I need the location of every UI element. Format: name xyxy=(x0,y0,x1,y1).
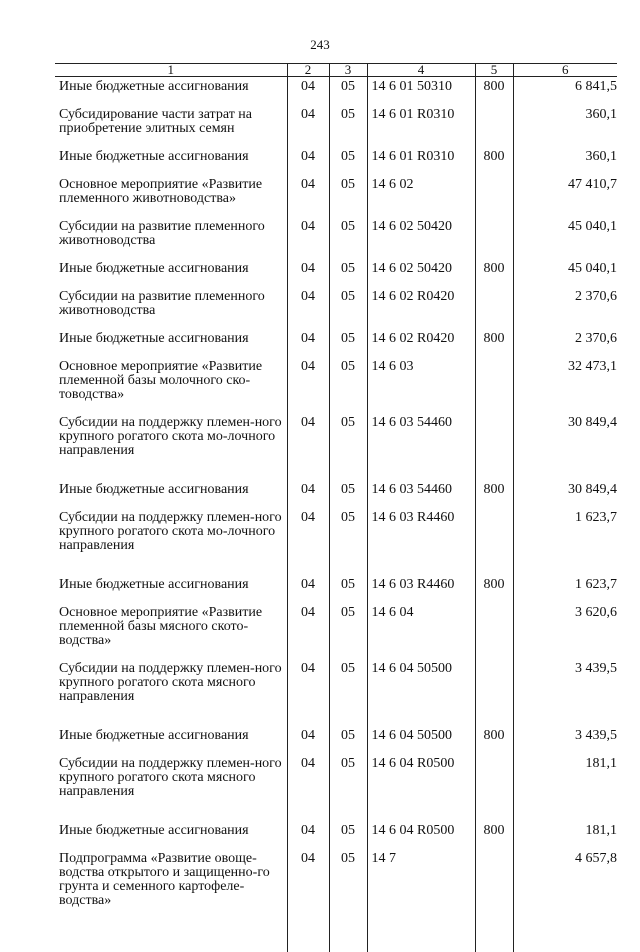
row-target-code: 14 6 04 50500 xyxy=(367,659,475,726)
row-name: Основное мероприятие «Развитие племенного животноводства» xyxy=(59,177,263,206)
row-subsection: 05 xyxy=(329,726,367,754)
row-section: 04 xyxy=(287,508,329,575)
row-name: Субсидии на поддержку племен-ного крупного рогатого скота мо-лочного направления xyxy=(59,415,282,458)
row-amount: 3 439,5 xyxy=(513,726,617,754)
row-subsection: 05 xyxy=(329,413,367,480)
row-amount: 360,1 xyxy=(513,147,617,175)
row-amount: 2 370,6 xyxy=(513,287,617,329)
row-subsection: 05 xyxy=(329,105,367,147)
row-subsection: 05 xyxy=(329,480,367,508)
row-amount: 1 623,7 xyxy=(513,508,617,575)
row-subsection: 05 xyxy=(329,175,367,217)
row-expense-type: 800 xyxy=(475,329,513,357)
row-target-code: 14 6 03 R4460 xyxy=(367,575,475,603)
row-name: Основное мероприятие «Развитие племенной базы мясного ското-водства» xyxy=(59,605,263,648)
row-name: Субсидии на поддержку племен-ного крупного рогатого скота мясного направления xyxy=(59,756,282,799)
row-name: Иные бюджетные ассигнования xyxy=(59,79,249,94)
column-header-1: 1 xyxy=(55,64,287,77)
row-section: 04 xyxy=(287,726,329,754)
table-row xyxy=(55,849,617,952)
table-row xyxy=(55,413,617,480)
row-name: Иные бюджетные ассигнования xyxy=(59,261,249,276)
row-subsection: 05 xyxy=(329,329,367,357)
row-target-code: 14 6 02 R0420 xyxy=(367,287,475,329)
row-expense-type xyxy=(475,603,513,659)
column-header-3: 3 xyxy=(329,64,367,77)
row-name: Субсидии на поддержку племен-ного крупного рогатого скота мо-лочного направления xyxy=(59,510,282,553)
row-amount: 181,1 xyxy=(513,754,617,821)
row-section: 04 xyxy=(287,259,329,287)
row-target-code: 14 6 02 50420 xyxy=(367,217,475,259)
table-row xyxy=(55,329,617,357)
row-amount: 30 849,4 xyxy=(513,480,617,508)
row-expense-type: 800 xyxy=(475,259,513,287)
row-section: 04 xyxy=(287,575,329,603)
row-name: Субсидии на развитие племенного животноводства xyxy=(59,289,265,318)
row-amount: 360,1 xyxy=(513,105,617,147)
row-amount: 1 623,7 xyxy=(513,575,617,603)
row-expense-type xyxy=(475,217,513,259)
row-target-code: 14 6 03 xyxy=(367,357,475,413)
row-expense-type xyxy=(475,413,513,480)
row-expense-type: 800 xyxy=(475,575,513,603)
row-section: 04 xyxy=(287,480,329,508)
row-subsection: 05 xyxy=(329,147,367,175)
header-row xyxy=(55,64,617,77)
column-header-2: 2 xyxy=(287,64,329,77)
table-row xyxy=(55,754,617,821)
row-section: 04 xyxy=(287,357,329,413)
row-section: 04 xyxy=(287,603,329,659)
table-row xyxy=(55,147,617,175)
table-row xyxy=(55,659,617,726)
row-target-code: 14 6 03 54460 xyxy=(367,413,475,480)
row-section: 04 xyxy=(287,849,329,952)
row-target-code: 14 6 01 R0310 xyxy=(367,105,475,147)
row-expense-type: 800 xyxy=(475,147,513,175)
row-subsection: 05 xyxy=(329,508,367,575)
row-expense-type xyxy=(475,754,513,821)
row-section: 04 xyxy=(287,821,329,849)
row-subsection: 05 xyxy=(329,821,367,849)
row-target-code: 14 6 01 R0310 xyxy=(367,147,475,175)
row-name: Основное мероприятие «Развитие племенной базы молочного ско-товодства» xyxy=(59,359,263,402)
row-subsection: 05 xyxy=(329,287,367,329)
table-row xyxy=(55,357,617,413)
row-expense-type: 800 xyxy=(475,821,513,849)
row-expense-type xyxy=(475,175,513,217)
row-section: 04 xyxy=(287,217,329,259)
row-section: 04 xyxy=(287,147,329,175)
row-section: 04 xyxy=(287,329,329,357)
row-name: Иные бюджетные ассигнования xyxy=(59,482,249,497)
row-amount: 45 040,1 xyxy=(513,259,617,287)
row-subsection: 05 xyxy=(329,754,367,821)
row-expense-type xyxy=(475,849,513,952)
row-amount: 47 410,7 xyxy=(513,175,617,217)
table-row xyxy=(55,508,617,575)
column-header-5: 5 xyxy=(475,64,513,77)
row-amount: 3 620,6 xyxy=(513,603,617,659)
row-target-code: 14 6 03 R4460 xyxy=(367,508,475,575)
row-subsection: 05 xyxy=(329,603,367,659)
row-subsection: 05 xyxy=(329,357,367,413)
row-expense-type: 800 xyxy=(475,480,513,508)
table-row xyxy=(55,726,617,754)
table-row xyxy=(55,287,617,329)
table-row xyxy=(55,821,617,849)
row-expense-type xyxy=(475,508,513,575)
row-name: Иные бюджетные ассигнования xyxy=(59,823,249,838)
row-section: 04 xyxy=(287,105,329,147)
row-target-code: 14 6 04 xyxy=(367,603,475,659)
row-target-code: 14 6 02 xyxy=(367,175,475,217)
row-name: Субсидии на развитие племенного животноводства xyxy=(59,219,265,248)
row-target-code: 14 6 04 R0500 xyxy=(367,821,475,849)
row-name: Иные бюджетные ассигнования xyxy=(59,577,249,592)
row-name: Субсидирование части затрат на приобретение элитных семян xyxy=(59,107,253,136)
row-target-code: 14 6 02 R0420 xyxy=(367,329,475,357)
row-subsection: 05 xyxy=(329,659,367,726)
row-target-code: 14 6 03 54460 xyxy=(367,480,475,508)
column-header-6: 6 xyxy=(513,64,617,77)
table-row xyxy=(55,603,617,659)
row-target-code: 14 6 01 50310 xyxy=(367,77,475,106)
table-row xyxy=(55,259,617,287)
row-expense-type xyxy=(475,287,513,329)
column-header-4: 4 xyxy=(367,64,475,77)
row-amount: 32 473,1 xyxy=(513,357,617,413)
row-expense-type xyxy=(475,357,513,413)
table-row xyxy=(55,175,617,217)
row-section: 04 xyxy=(287,77,329,106)
row-subsection: 05 xyxy=(329,575,367,603)
row-amount: 181,1 xyxy=(513,821,617,849)
row-section: 04 xyxy=(287,287,329,329)
row-amount: 3 439,5 xyxy=(513,659,617,726)
row-name: Иные бюджетные ассигнования xyxy=(59,149,249,164)
table-row xyxy=(55,105,617,147)
table-row xyxy=(55,77,617,106)
row-amount: 6 841,5 xyxy=(513,77,617,106)
row-expense-type: 800 xyxy=(475,726,513,754)
table-row xyxy=(55,575,617,603)
row-name: Иные бюджетные ассигнования xyxy=(59,728,249,743)
row-target-code: 14 6 04 R0500 xyxy=(367,754,475,821)
row-subsection: 05 xyxy=(329,217,367,259)
row-amount: 2 370,6 xyxy=(513,329,617,357)
row-section: 04 xyxy=(287,413,329,480)
row-expense-type xyxy=(475,105,513,147)
row-amount: 4 657,8 xyxy=(513,849,617,952)
page-number: 243 xyxy=(310,37,330,52)
row-section: 04 xyxy=(287,175,329,217)
row-expense-type: 800 xyxy=(475,77,513,106)
row-section: 04 xyxy=(287,659,329,726)
row-name: Подпрограмма «Развитие овоще-водства открытого и защищенно-го грунта и семенного картофеле-водства» xyxy=(59,851,270,908)
row-target-code: 14 7 xyxy=(367,849,475,952)
row-name: Субсидии на поддержку племен-ного крупного рогатого скота мясного направления xyxy=(59,661,282,704)
row-subsection: 05 xyxy=(329,77,367,106)
row-section: 04 xyxy=(287,754,329,821)
row-target-code: 14 6 02 50420 xyxy=(367,259,475,287)
table-row xyxy=(55,480,617,508)
row-amount: 45 040,1 xyxy=(513,217,617,259)
row-target-code: 14 6 04 50500 xyxy=(367,726,475,754)
row-expense-type xyxy=(475,659,513,726)
row-name: Иные бюджетные ассигнования xyxy=(59,331,249,346)
row-subsection: 05 xyxy=(329,259,367,287)
row-subsection: 05 xyxy=(329,849,367,952)
budget-table xyxy=(55,63,617,952)
table-row xyxy=(55,217,617,259)
row-amount: 30 849,4 xyxy=(513,413,617,480)
